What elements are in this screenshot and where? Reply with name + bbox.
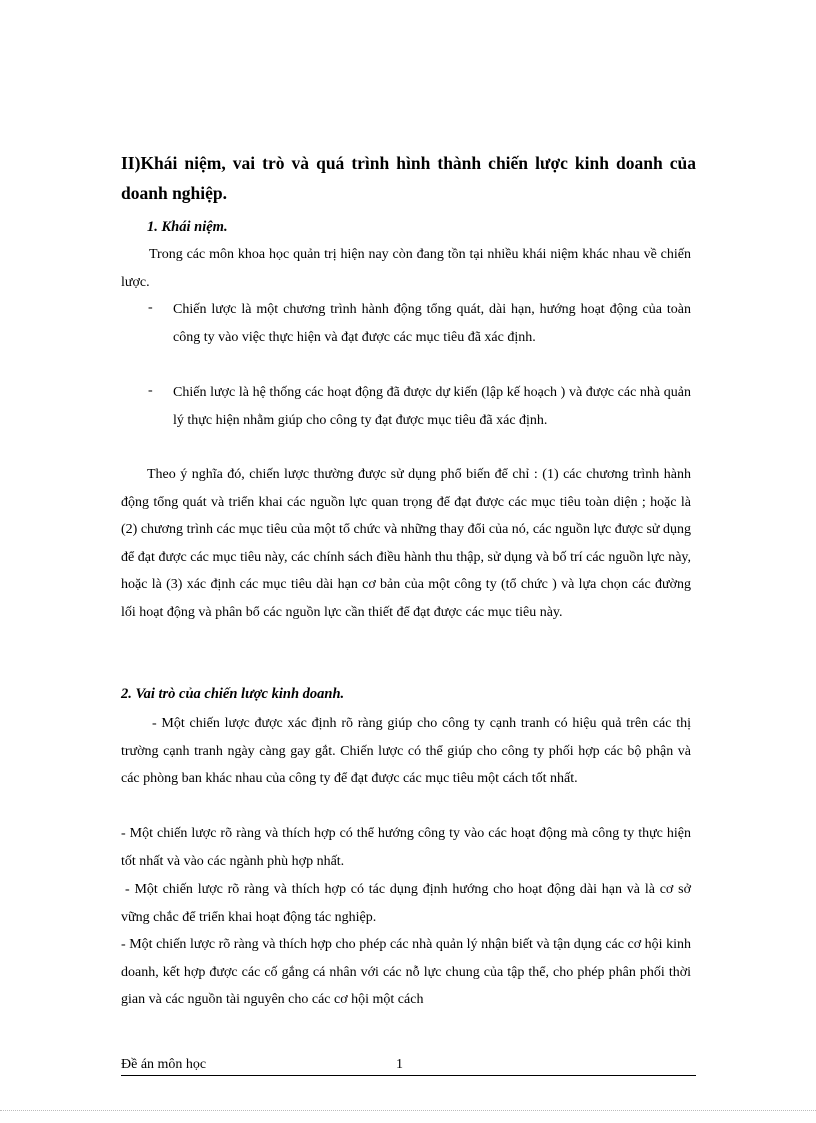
footer-rule xyxy=(121,1075,696,1076)
concept-paragraph: Theo ý nghĩa đó, chiến lược thường được sử dụng phổ biến để chỉ : (1) các chương trình hành động tổng quát và triển khai các nguồn lực quan trọng để đạt được các mục tiêu toàn diện ; hoặc là (2) chương trình các mục tiêu của một tổ chức và những thay đổi của nó, các nguồn lực được sử dụng để đạt được các mục tiêu này, các chính sách điều hành thu thập, sử dụng và bố trí các nguồn lực này, hoặc là (3) xác định các mục tiêu dài hạn cơ bản của một công ty (tổ chức ) và lựa chọn các đường lối hoạt động và phân bổ các nguồn lực cần thiết để đạt được các mục tiêu này. xyxy=(121,467,691,620)
page-number: 1 xyxy=(396,1057,403,1072)
concept-intro: Trong các môn khoa học quản trị hiện nay còn đang tồn tại nhiều khái niệm khác nhau về chiến lược. xyxy=(121,247,691,290)
footer-label: Đề án môn học xyxy=(121,1057,207,1072)
bullet-dash: - xyxy=(148,383,153,398)
subsection-title-role: 2. Vai trò của chiến lược kinh doanh. xyxy=(121,686,345,702)
subsection-title-concept: 1. Khái niệm. xyxy=(147,219,228,235)
role-point-1: - Một chiến lược được xác định rõ ràng giúp cho công ty cạnh tranh có hiệu quả trên các thị trường cạnh tranh ngày càng gay gắt. Chiến lược có thể giúp cho công ty phối hợp các bộ phận và các phòng ban khác nhau của công ty để đạt được các mục tiêu một cách tốt nhất. xyxy=(121,716,691,786)
bullet-dash: - xyxy=(148,300,153,315)
page-edge-divider xyxy=(0,1110,816,1111)
role-point-2: - Một chiến lược rõ ràng và thích hợp có thể hướng công ty vào các hoạt động mà công ty thực hiện tốt nhất và vào các ngành phù hợp nhất. xyxy=(121,826,691,869)
section-heading: II)Khái niệm, vai trò và quá trình hình thành chiến lược kinh doanh của doanh nghiệp. xyxy=(121,153,696,203)
role-point-3: - Một chiến lược rõ ràng và thích hợp có tác dụng định hướng cho hoạt động dài hạn và là cơ sở vững chắc để triển khai hoạt động tác nghiệp. xyxy=(121,882,691,925)
concept-bullet-2: Chiến lược là hệ thống các hoạt động đã được dự kiến (lập kế hoạch ) và được các nhà quản lý thực hiện nhằm giúp cho công ty đạt được mục tiêu đã xác định. xyxy=(173,385,691,428)
role-point-4: - Một chiến lược rõ ràng và thích hợp cho phép các nhà quản lý nhận biết và tận dụng các cơ hội kinh doanh, kết hợp được các cố gắng cá nhân với các nỗ lực chung của tập thể, cho phép phân phối thời gian và các nguồn tài nguyên cho các cơ hội một cách xyxy=(121,937,691,1007)
concept-bullet-1: Chiến lược là một chương trình hành động tổng quát, dài hạn, hướng hoạt động của toàn công ty vào việc thực hiện và đạt được các mục tiêu đã xác định. xyxy=(173,302,691,345)
